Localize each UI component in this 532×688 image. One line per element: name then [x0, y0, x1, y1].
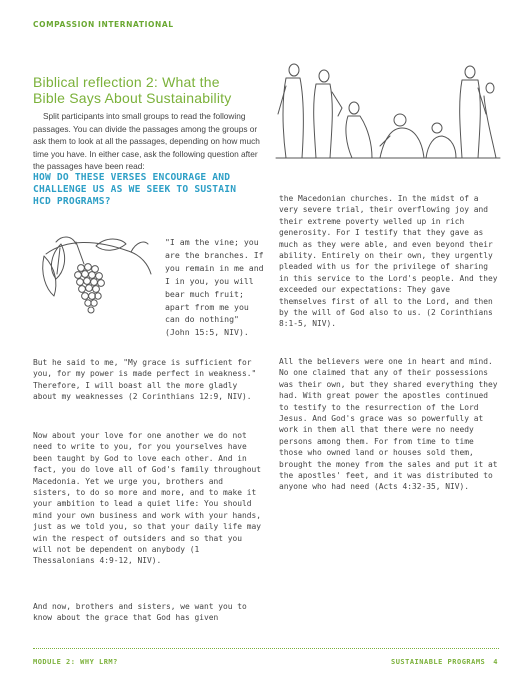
- corinthians-8-verse-continued: the Macedonian churches. In the midst of a very severe trial, their overflowing joy and their extreme poverty welled up in rich generosity. For I testify that they gave as much as they were able, and even beyond their ability. Entirely on their own, they urgently pleaded with us for the privilege of sharing in this service to the Lord's people. And they exceeded our expectations: They gave themselves first of all to the Lord, and then by the will of God also to us. (2 Corinthians 8:1-5, NIV).: [279, 194, 498, 329]
- corinthians-12-verse: But he said to me, "My grace is sufficient for you, for my power is made perfect in weakness." Therefore, I will boast all the more gladly about my weaknesses (2 Corinthians 12:9, NIV).: [33, 358, 257, 402]
- footer-section-label: SUSTAINABLE PROGRAMS: [390, 658, 486, 666]
- footer-divider: [33, 648, 499, 649]
- acts-verse: All the believers were one in heart and mind. No one claimed that any of their possessions was their own, but they shared everything they had. With great power the apostles continued to testify to the resurrection of the Lord Jesus. And God's grace was so powerfully at work in them all that there were no needy persons among them. For from time to time those who owned land or houses sold them, brought the money from the sales and put it at the apostles' feet, and it was distributed to anyone who had need (Acts 4:32-35, NIV).: [279, 357, 498, 492]
- grapes-illustration: [36, 234, 156, 324]
- reflection-question: HOW DO THESE VERSES ENCOURAGE AND CHALLENGE US AS WE SEEK TO SUSTAIN HCD PROGRAMS?: [33, 172, 237, 208]
- footer-module-label: MODULE 2: WHY LRM?: [33, 658, 118, 666]
- john-verse: "I am the vine; you are the branches. If you remain in me and I in you, you will bear much fruit; apart from me you can do nothing" (John 15:5, NIV).: [165, 237, 264, 338]
- corinthians-8-verse-start: And now, brothers and sisters, we want you to know about the grace that God has given: [33, 602, 247, 623]
- people-sharing-illustration: [272, 58, 504, 168]
- header-org-name: COMPASSION INTERNATIONAL: [33, 20, 174, 29]
- thessalonians-verse: Now about your love for one another we do not need to write to you, for you yourselves have been taught by God to love each other. And in fact, you do love all of God's family throughout Macedonia. Yet we urge you, brothers and sisters, to do so more and more, and to make it your ambition to lead a quiet life: You should mind your own business and work with your hands, just as we told you, so that your daily life may win the respect of outsiders and so that you will not be dependent on anybody (1 Thessalonians 4:9-12, NIV).: [33, 431, 262, 566]
- intro-paragraph: Split participants into small groups to read the following passages. You can divide the passages among the groups or ask them to look at all the passages, depending on how much time you have. In either case, ask the following question after the passages have been read:: [33, 111, 260, 172]
- footer-section: [391, 658, 498, 666]
- section-heading: Biblical reflection 2: What the Bible Says About Sustainability: [33, 74, 232, 106]
- page-number: 4: [493, 658, 498, 666]
